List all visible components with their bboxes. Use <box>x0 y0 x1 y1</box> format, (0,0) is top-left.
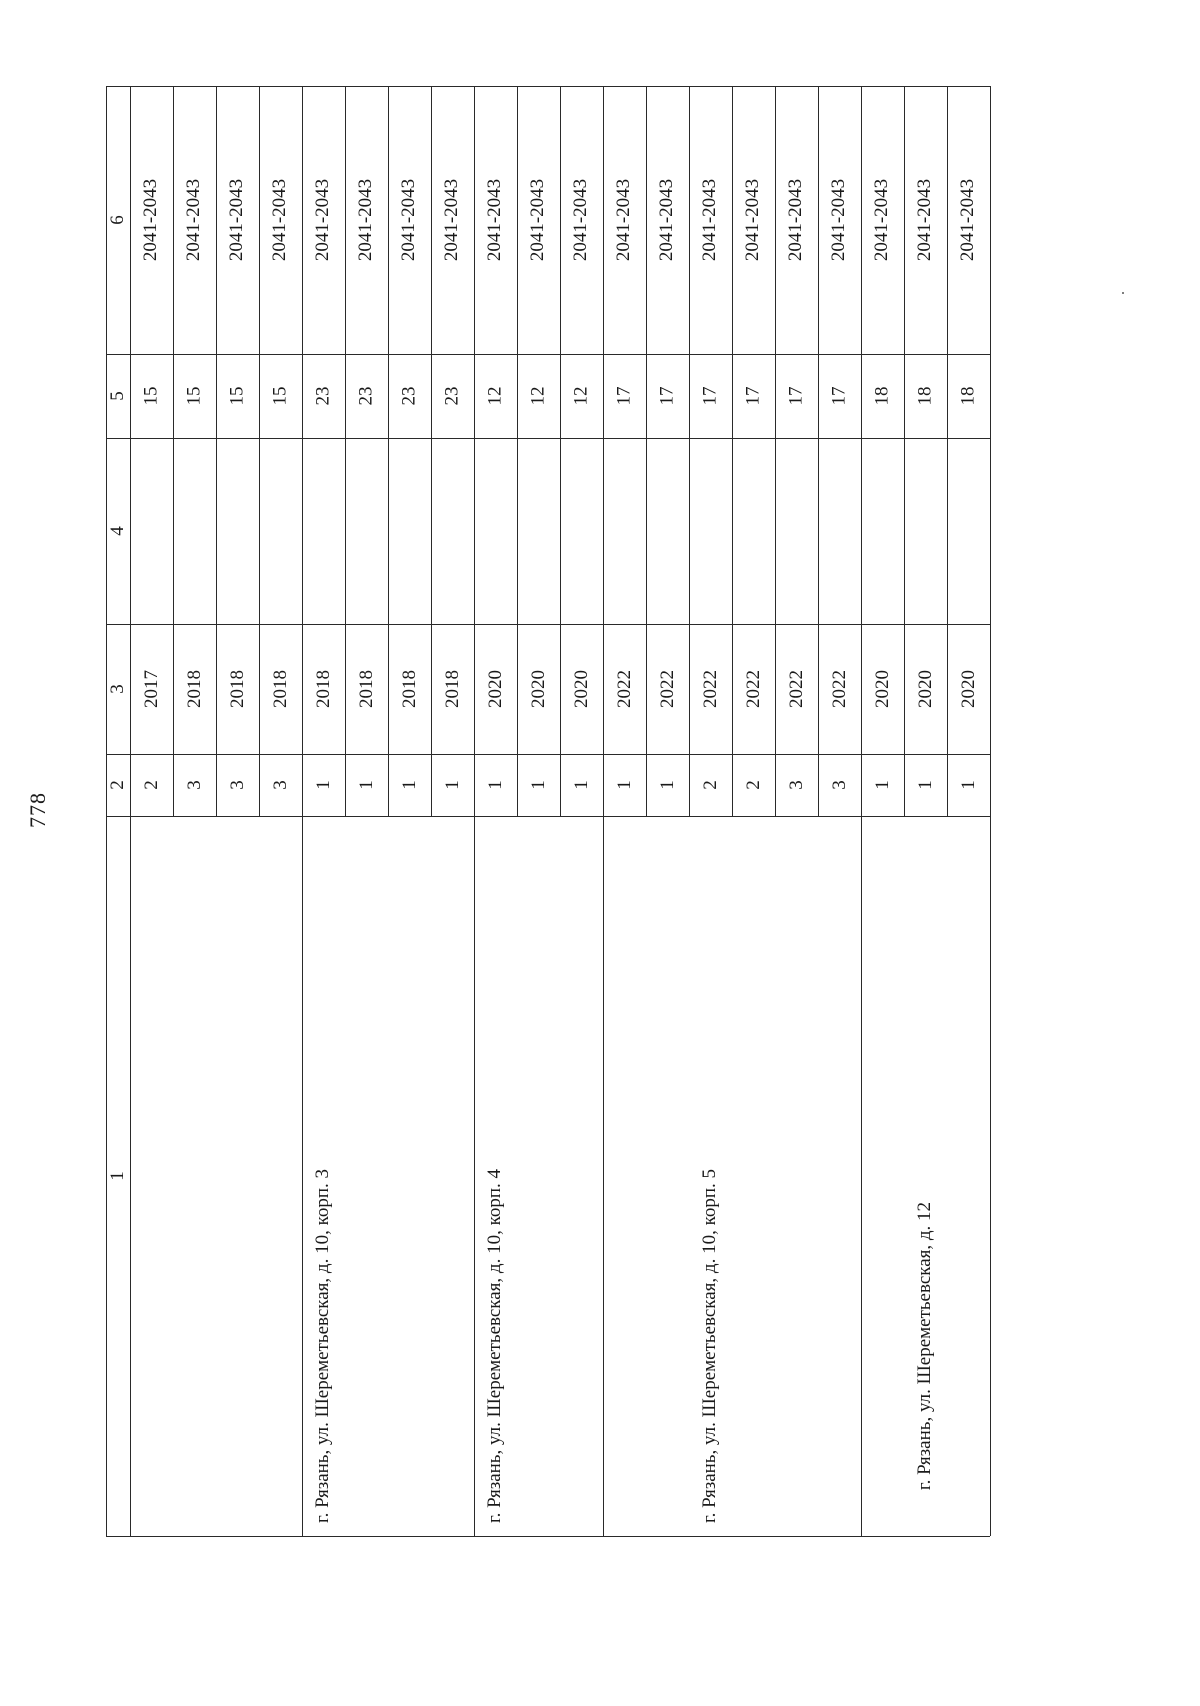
header-cell <box>106 816 130 1536</box>
cell-value: 2020 <box>957 670 979 708</box>
cell-value: 15 <box>183 386 205 406</box>
cell-value: 2041-2043 <box>226 178 248 262</box>
table-cell-col2 <box>861 754 904 816</box>
cell-value: 17 <box>613 386 635 406</box>
address-holder <box>474 816 517 1706</box>
header-cell <box>106 754 130 816</box>
table-cell-col5 <box>431 354 474 438</box>
table-cell-col2 <box>216 754 259 816</box>
table-cell-col2 <box>130 754 173 816</box>
table-cell-col6 <box>259 86 302 354</box>
table-cell-col5 <box>818 354 861 438</box>
table-cell-col3 <box>947 624 990 754</box>
cell-value: 2020 <box>484 670 506 708</box>
cell-value: 2041-2043 <box>527 178 549 262</box>
cell-value: 17 <box>656 386 678 406</box>
scan-speck <box>1122 292 1124 294</box>
table-cell-col6 <box>431 86 474 354</box>
table-cell-col3 <box>603 624 646 754</box>
cell-value: 15 <box>226 386 248 406</box>
table-cell-col3 <box>216 624 259 754</box>
cell-value: 2022 <box>613 670 635 708</box>
table-cell-col3 <box>345 624 388 754</box>
row-divider <box>990 86 991 1536</box>
table-cell-col6 <box>474 86 517 354</box>
table-cell-col3 <box>732 624 775 754</box>
address-holder <box>689 816 732 1706</box>
header-label: 6 <box>107 215 128 225</box>
table-cell-col2 <box>431 754 474 816</box>
header-cell <box>106 624 130 754</box>
table-cell-col2 <box>689 754 732 816</box>
address-text: г. Рязань, ул. Шереметьевская, д. 10, корп. 4 <box>484 1168 506 1524</box>
cell-value: 2 <box>699 780 721 790</box>
table-cell-col5 <box>302 354 345 438</box>
table-cell-col5 <box>130 354 173 438</box>
cell-value: 2041-2043 <box>570 178 592 262</box>
table-cell-col6 <box>861 86 904 354</box>
table-cell-col3 <box>775 624 818 754</box>
cell-value: 2018 <box>312 670 334 708</box>
table-cell-col6 <box>732 86 775 354</box>
address-holder <box>216 816 259 1706</box>
cell-value: 3 <box>226 780 248 790</box>
cell-value: 2018 <box>398 670 420 708</box>
cell-value: 3 <box>828 780 850 790</box>
header-label: 4 <box>107 526 128 536</box>
cell-value: 23 <box>312 386 334 406</box>
address-text: г. Рязань, ул. Шереметьевская, д. 10, корп. 3 <box>312 1168 334 1524</box>
table-cell-col4 <box>560 438 603 624</box>
table-cell-col2 <box>345 754 388 816</box>
cell-value: 1 <box>355 780 377 790</box>
table-cell-col2 <box>173 754 216 816</box>
table-cell-col4 <box>947 438 990 624</box>
table-cell-col3 <box>861 624 904 754</box>
table-cell-col2 <box>775 754 818 816</box>
table-cell-col6 <box>947 86 990 354</box>
table-cell-col2 <box>517 754 560 816</box>
cell-value: 2017 <box>140 670 162 708</box>
address-cell <box>130 816 302 1536</box>
table-cell-col5 <box>904 354 947 438</box>
table-cell-col2 <box>560 754 603 816</box>
table-cell-col2 <box>259 754 302 816</box>
cell-value: 2041-2043 <box>183 178 205 262</box>
cell-value: 12 <box>484 386 506 406</box>
table-cell-col6 <box>216 86 259 354</box>
table-cell-col6 <box>689 86 732 354</box>
table-cell-col3 <box>689 624 732 754</box>
cell-value: 23 <box>441 386 463 406</box>
table-cell-col6 <box>173 86 216 354</box>
table-cell-col4 <box>216 438 259 624</box>
table-cell-col2 <box>646 754 689 816</box>
table-cell-col4 <box>904 438 947 624</box>
cell-value: 1 <box>957 780 979 790</box>
address-text: г. Рязань, ул. Шереметьевская, д. 12 <box>914 1201 936 1491</box>
table-cell-col5 <box>689 354 732 438</box>
table-cell-col6 <box>818 86 861 354</box>
cell-value: 2041-2043 <box>312 178 334 262</box>
cell-value: 17 <box>742 386 764 406</box>
page-number: 778 <box>25 792 50 828</box>
table-cell-col3 <box>818 624 861 754</box>
cell-value: 2041-2043 <box>871 178 893 262</box>
cell-value: 2018 <box>183 670 205 708</box>
table-cell-col3 <box>259 624 302 754</box>
table-cell-col4 <box>689 438 732 624</box>
cell-value: 2022 <box>742 670 764 708</box>
cell-value: 2 <box>140 780 162 790</box>
table-cell-col6 <box>130 86 173 354</box>
table-cell-col4 <box>173 438 216 624</box>
header-label: 1 <box>107 1171 128 1181</box>
table-cell-col5 <box>474 354 517 438</box>
table-cell-col5 <box>732 354 775 438</box>
table-cell-col2 <box>474 754 517 816</box>
table-cell-col3 <box>302 624 345 754</box>
data-table <box>106 86 1080 1536</box>
address-cell <box>603 816 861 1536</box>
table-cell-col4 <box>517 438 560 624</box>
cell-value: 2041-2043 <box>828 178 850 262</box>
cell-value: 18 <box>871 386 893 406</box>
table-cell-col5 <box>517 354 560 438</box>
address-holder <box>904 816 947 1706</box>
cell-value: 1 <box>613 780 635 790</box>
table-cell-col2 <box>603 754 646 816</box>
cell-value: 2041-2043 <box>613 178 635 262</box>
cell-value: 2041-2043 <box>914 178 936 262</box>
table-cell-col6 <box>388 86 431 354</box>
cell-value: 23 <box>355 386 377 406</box>
cell-value: 2018 <box>441 670 463 708</box>
table-cell-col3 <box>474 624 517 754</box>
cell-value: 17 <box>699 386 721 406</box>
cell-value: 2041-2043 <box>742 178 764 262</box>
table-cell-col5 <box>345 354 388 438</box>
table-cell-col5 <box>861 354 904 438</box>
table-cell-col6 <box>603 86 646 354</box>
table-cell-col4 <box>302 438 345 624</box>
cell-value: 2020 <box>570 670 592 708</box>
cell-value: 2041-2043 <box>441 178 463 262</box>
address-holder <box>302 816 345 1706</box>
cell-value: 18 <box>914 386 936 406</box>
table-cell-col3 <box>904 624 947 754</box>
table-cell-col4 <box>130 438 173 624</box>
cell-value: 2018 <box>355 670 377 708</box>
table-cell-col5 <box>947 354 990 438</box>
table-cell-col3 <box>517 624 560 754</box>
table-cell-col4 <box>732 438 775 624</box>
table-cell-col2 <box>388 754 431 816</box>
header-cell <box>106 438 130 624</box>
cell-value: 17 <box>828 386 850 406</box>
table-cell-col3 <box>130 624 173 754</box>
cell-value: 2022 <box>699 670 721 708</box>
cell-value: 2041-2043 <box>656 178 678 262</box>
header-label: 2 <box>107 780 128 790</box>
cell-value: 2041-2043 <box>269 178 291 262</box>
cell-value: 2020 <box>527 670 549 708</box>
table-cell-col4 <box>775 438 818 624</box>
table-cell-col4 <box>603 438 646 624</box>
cell-value: 1 <box>871 780 893 790</box>
cell-value: 1 <box>527 780 549 790</box>
table-cell-col4 <box>388 438 431 624</box>
address-cell <box>302 816 474 1536</box>
header-label: 3 <box>107 684 128 694</box>
cell-value: 1 <box>398 780 420 790</box>
table-cell-col5 <box>216 354 259 438</box>
cell-value: 2022 <box>656 670 678 708</box>
table-cell-col6 <box>904 86 947 354</box>
cell-value: 2041-2043 <box>355 178 377 262</box>
cell-value: 2 <box>742 780 764 790</box>
cell-value: 12 <box>570 386 592 406</box>
cell-value: 2022 <box>785 670 807 708</box>
table-cell-col5 <box>259 354 302 438</box>
cell-value: 1 <box>441 780 463 790</box>
table-cell-col5 <box>560 354 603 438</box>
address-cell <box>474 816 603 1536</box>
cell-value: 2041-2043 <box>699 178 721 262</box>
cell-value: 15 <box>269 386 291 406</box>
cell-value: 1 <box>656 780 678 790</box>
table-cell-col6 <box>345 86 388 354</box>
table-cell-col3 <box>173 624 216 754</box>
table-cell-col4 <box>861 438 904 624</box>
table-cell-col4 <box>818 438 861 624</box>
cell-value: 2041-2043 <box>957 178 979 262</box>
cell-value: 2018 <box>269 670 291 708</box>
table-cell-col2 <box>818 754 861 816</box>
table-cell-col6 <box>646 86 689 354</box>
table-cell-col4 <box>259 438 302 624</box>
cell-value: 2022 <box>828 670 850 708</box>
cell-value: 1 <box>312 780 334 790</box>
header-cell <box>106 86 130 354</box>
table-cell-col4 <box>345 438 388 624</box>
table-cell-col6 <box>560 86 603 354</box>
cell-value: 1 <box>914 780 936 790</box>
table-cell-col6 <box>517 86 560 354</box>
cell-value: 2041-2043 <box>398 178 420 262</box>
cell-value: 1 <box>484 780 506 790</box>
table-cell-col3 <box>431 624 474 754</box>
header-label: 5 <box>107 391 128 401</box>
table-cell-col4 <box>431 438 474 624</box>
cell-value: 3 <box>269 780 291 790</box>
address-text: г. Рязань, ул. Шереметьевская, д. 10, корп. 5 <box>699 1168 721 1524</box>
table-cell-col3 <box>646 624 689 754</box>
table-cell-col6 <box>302 86 345 354</box>
cell-value: 3 <box>183 780 205 790</box>
cell-value: 15 <box>140 386 162 406</box>
table-cell-col2 <box>302 754 345 816</box>
table-cell-col2 <box>947 754 990 816</box>
cell-value: 1 <box>570 780 592 790</box>
table-cell-col4 <box>474 438 517 624</box>
cell-value: 2041-2043 <box>484 178 506 262</box>
table-cell-col2 <box>904 754 947 816</box>
table-cell-col5 <box>388 354 431 438</box>
cell-value: 2041-2043 <box>785 178 807 262</box>
cell-value: 2018 <box>226 670 248 708</box>
cell-value: 2020 <box>871 670 893 708</box>
cell-value: 12 <box>527 386 549 406</box>
table-cell-col6 <box>775 86 818 354</box>
table-cell-col5 <box>646 354 689 438</box>
header-cell <box>106 354 130 438</box>
table-cell-col2 <box>732 754 775 816</box>
cell-value: 23 <box>398 386 420 406</box>
cell-value: 18 <box>957 386 979 406</box>
table-cell-col5 <box>173 354 216 438</box>
cell-value: 3 <box>785 780 807 790</box>
cell-value: 17 <box>785 386 807 406</box>
address-cell <box>861 816 990 1536</box>
table-cell-col5 <box>775 354 818 438</box>
table-cell-col3 <box>560 624 603 754</box>
cell-value: 2041-2043 <box>140 178 162 262</box>
table-cell-col3 <box>388 624 431 754</box>
table-cell-col5 <box>603 354 646 438</box>
cell-value: 2020 <box>914 670 936 708</box>
table-cell-col4 <box>646 438 689 624</box>
